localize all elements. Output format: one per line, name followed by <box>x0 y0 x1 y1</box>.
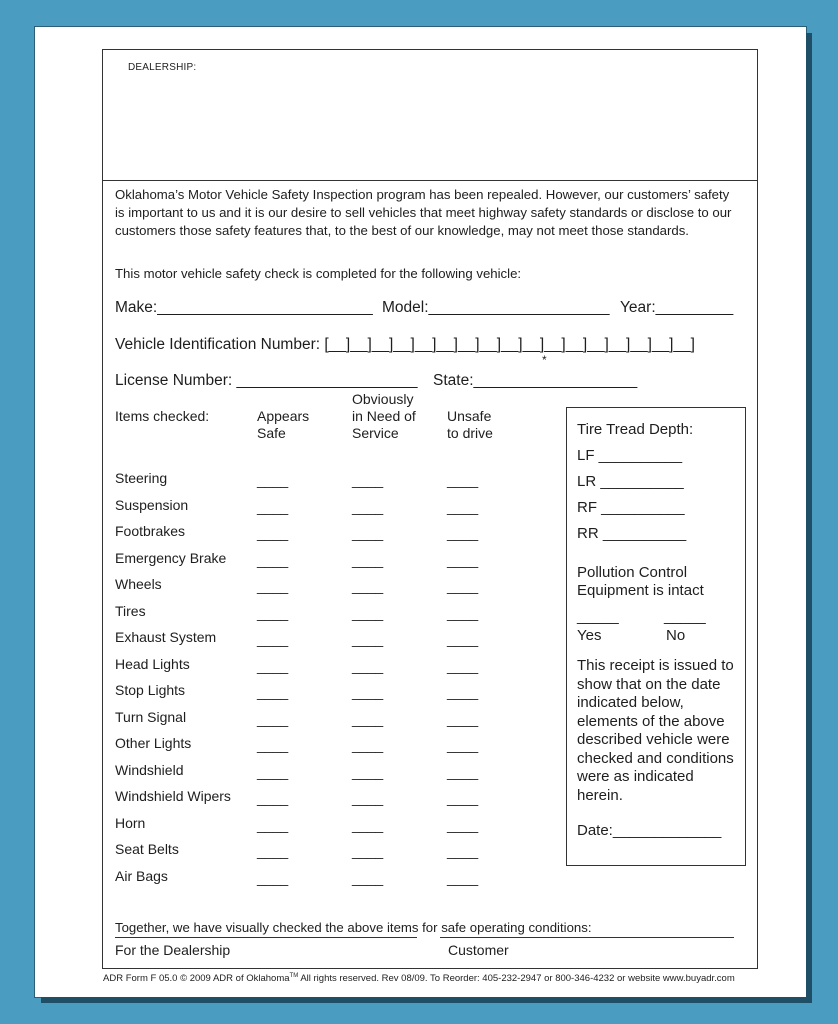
appears-safe-blank: ____ <box>257 816 289 833</box>
appears-safe-blank: ____ <box>257 869 289 886</box>
safety-check-form <box>102 49 758 969</box>
closing-statement: Together, we have visually checked the above items for safe operating conditions: <box>115 920 592 935</box>
needs-service-blank: ____ <box>352 737 384 753</box>
unsafe-blank: ____ <box>447 525 479 541</box>
item-label: Steering <box>115 470 168 486</box>
needs-service-blank: ____ <box>352 498 384 515</box>
unsafe-blank: ____ <box>447 472 479 488</box>
unsafe-blank: ____ <box>447 816 479 833</box>
item-label: Horn <box>115 814 146 831</box>
item-label: Suspension <box>115 496 189 513</box>
item-label: Stop Lights <box>115 682 186 698</box>
intro-paragraph: Oklahoma’s Motor Vehicle Safety Inspection program has been repealed. However, our customers’ safety is important to us and it is our desire to sell vehicles that meet highway safety standards or disclose to our customers those safety features that, to the best of our knowledge, may not meet those standards. <box>115 187 732 238</box>
appears-safe-blank: ____ <box>257 551 289 568</box>
appears-safe-blank: ____ <box>257 604 289 621</box>
receipt-statement: This receipt is issued to show that on the date indicated below, elements of the above described vehicle were checked and conditions were as indicated herein. <box>577 657 734 804</box>
vin-field: Vehicle Identification Number: [__]__]__]__]__]__]__]__]__]__]__]__]__]__]__]__]__] <box>115 336 695 353</box>
needs-service-blank: ____ <box>352 551 384 568</box>
unsafe-blank: ____ <box>447 790 479 806</box>
needs-service-blank: ____ <box>352 525 384 541</box>
needs-service-header-1: Obviously <box>352 391 414 407</box>
date-field: Date:_____________ <box>577 822 722 839</box>
needs-service-header-2: in Need of <box>352 408 416 424</box>
item-label: Head Lights <box>115 655 190 672</box>
needs-service-blank: ____ <box>352 843 384 859</box>
unsafe-blank: ____ <box>447 578 479 594</box>
unsafe-blank: ____ <box>447 843 479 859</box>
needs-service-blank: ____ <box>352 604 384 621</box>
item-label: Tires <box>115 602 146 619</box>
dealership-box <box>103 50 757 181</box>
customer-signature-line <box>440 937 734 938</box>
tire-lr-field: LR __________ <box>577 473 684 490</box>
unsafe-header-2: to drive <box>447 425 493 441</box>
unsafe-blank: ____ <box>447 763 479 780</box>
year-field: Year:_________ <box>620 299 734 316</box>
appears-safe-blank: ____ <box>257 684 289 700</box>
appears-safe-blank: ____ <box>257 790 289 806</box>
appears-safe-blank: ____ <box>257 472 289 488</box>
appears-safe-blank: ____ <box>257 843 289 859</box>
pollution-no-label: No <box>666 627 686 644</box>
item-label: Wheels <box>115 576 162 592</box>
appears-safe-blank: ____ <box>257 525 289 541</box>
needs-service-blank: ____ <box>352 684 384 700</box>
dealership-signature-label: For the Dealership <box>115 942 231 958</box>
item-label: Exhaust System <box>115 629 217 645</box>
model-field: Model:_____________________ <box>382 299 610 316</box>
tire-lf-field: LF __________ <box>577 447 683 464</box>
item-label: Footbrakes <box>115 523 186 539</box>
needs-service-blank: ____ <box>352 790 384 806</box>
unsafe-header-1: Unsafe <box>447 408 492 424</box>
tire-tread-title: Tire Tread Depth: <box>577 421 694 438</box>
needs-service-blank: ____ <box>352 710 384 727</box>
unsafe-blank: ____ <box>447 551 479 568</box>
needs-service-blank: ____ <box>352 631 384 647</box>
unsafe-blank: ____ <box>447 631 479 647</box>
needs-service-blank: ____ <box>352 578 384 594</box>
pollution-line-1: Pollution Control <box>577 564 688 581</box>
appears-safe-blank: ____ <box>257 763 289 780</box>
pollution-yes-blank: _____ <box>577 608 619 625</box>
unsafe-blank: ____ <box>447 869 479 886</box>
appears-safe-blank: ____ <box>257 710 289 727</box>
needs-service-blank: ____ <box>352 869 384 886</box>
unsafe-blank: ____ <box>447 604 479 621</box>
tire-rf-field: RF __________ <box>577 499 685 516</box>
item-label: Turn Signal <box>115 708 187 725</box>
footer-text-start: ADR Form F 05.0 © 2009 ADR of Oklahoma <box>103 973 290 985</box>
vin-check-digit-mark: * <box>542 353 547 367</box>
pollution-yes-label: Yes <box>577 627 602 644</box>
appears-safe-blank: ____ <box>257 631 289 647</box>
dealership-label: DEALERSHIP: <box>128 62 197 73</box>
pollution-line-2: Equipment is intact <box>577 582 704 599</box>
make-field: Make:_________________________ <box>115 299 373 316</box>
needs-service-blank: ____ <box>352 657 384 674</box>
item-label: Other Lights <box>115 735 192 751</box>
tire-rr-field: RR __________ <box>577 525 687 542</box>
unsafe-blank: ____ <box>447 684 479 700</box>
item-label: Air Bags <box>115 867 168 884</box>
item-label: Emergency Brake <box>115 549 227 566</box>
appears-safe-blank: ____ <box>257 657 289 674</box>
tire-tread-box <box>566 407 746 866</box>
footer-text-end: All rights reserved. Rev 08/09. To Reorder: 405-232-2947 or 800-346-4232 or website www.buyadr.com <box>298 973 735 985</box>
needs-service-blank: ____ <box>352 763 384 780</box>
needs-service-blank: ____ <box>352 816 384 833</box>
pollution-no-blank: _____ <box>664 608 706 625</box>
appears-safe-header-2: Safe <box>257 425 286 441</box>
unsafe-blank: ____ <box>447 657 479 674</box>
items-checked-header: Items checked: <box>115 408 210 424</box>
unsafe-blank: ____ <box>447 710 479 727</box>
state-field: State:___________________ <box>433 372 638 389</box>
trademark-mark: TM <box>289 973 299 979</box>
appears-safe-header-1: Appears <box>257 408 310 424</box>
item-label: Seat Belts <box>115 841 179 857</box>
customer-signature-label: Customer <box>448 942 509 958</box>
unsafe-blank: ____ <box>447 498 479 515</box>
needs-service-blank: ____ <box>352 472 384 488</box>
vehicle-intro-line: This motor vehicle safety check is completed for the following vehicle: <box>115 266 522 281</box>
item-label: Windshield Wipers <box>115 788 231 804</box>
unsafe-blank: ____ <box>447 737 479 753</box>
appears-safe-blank: ____ <box>257 578 289 594</box>
appears-safe-blank: ____ <box>257 498 289 515</box>
license-number-field: License Number: _____________________ <box>115 372 418 389</box>
item-label: Windshield <box>115 761 184 778</box>
appears-safe-blank: ____ <box>257 737 289 753</box>
form-footer <box>103 973 735 984</box>
dealership-signature-line <box>115 937 417 938</box>
form-page <box>35 27 806 997</box>
needs-service-header-3: Service <box>352 425 399 441</box>
